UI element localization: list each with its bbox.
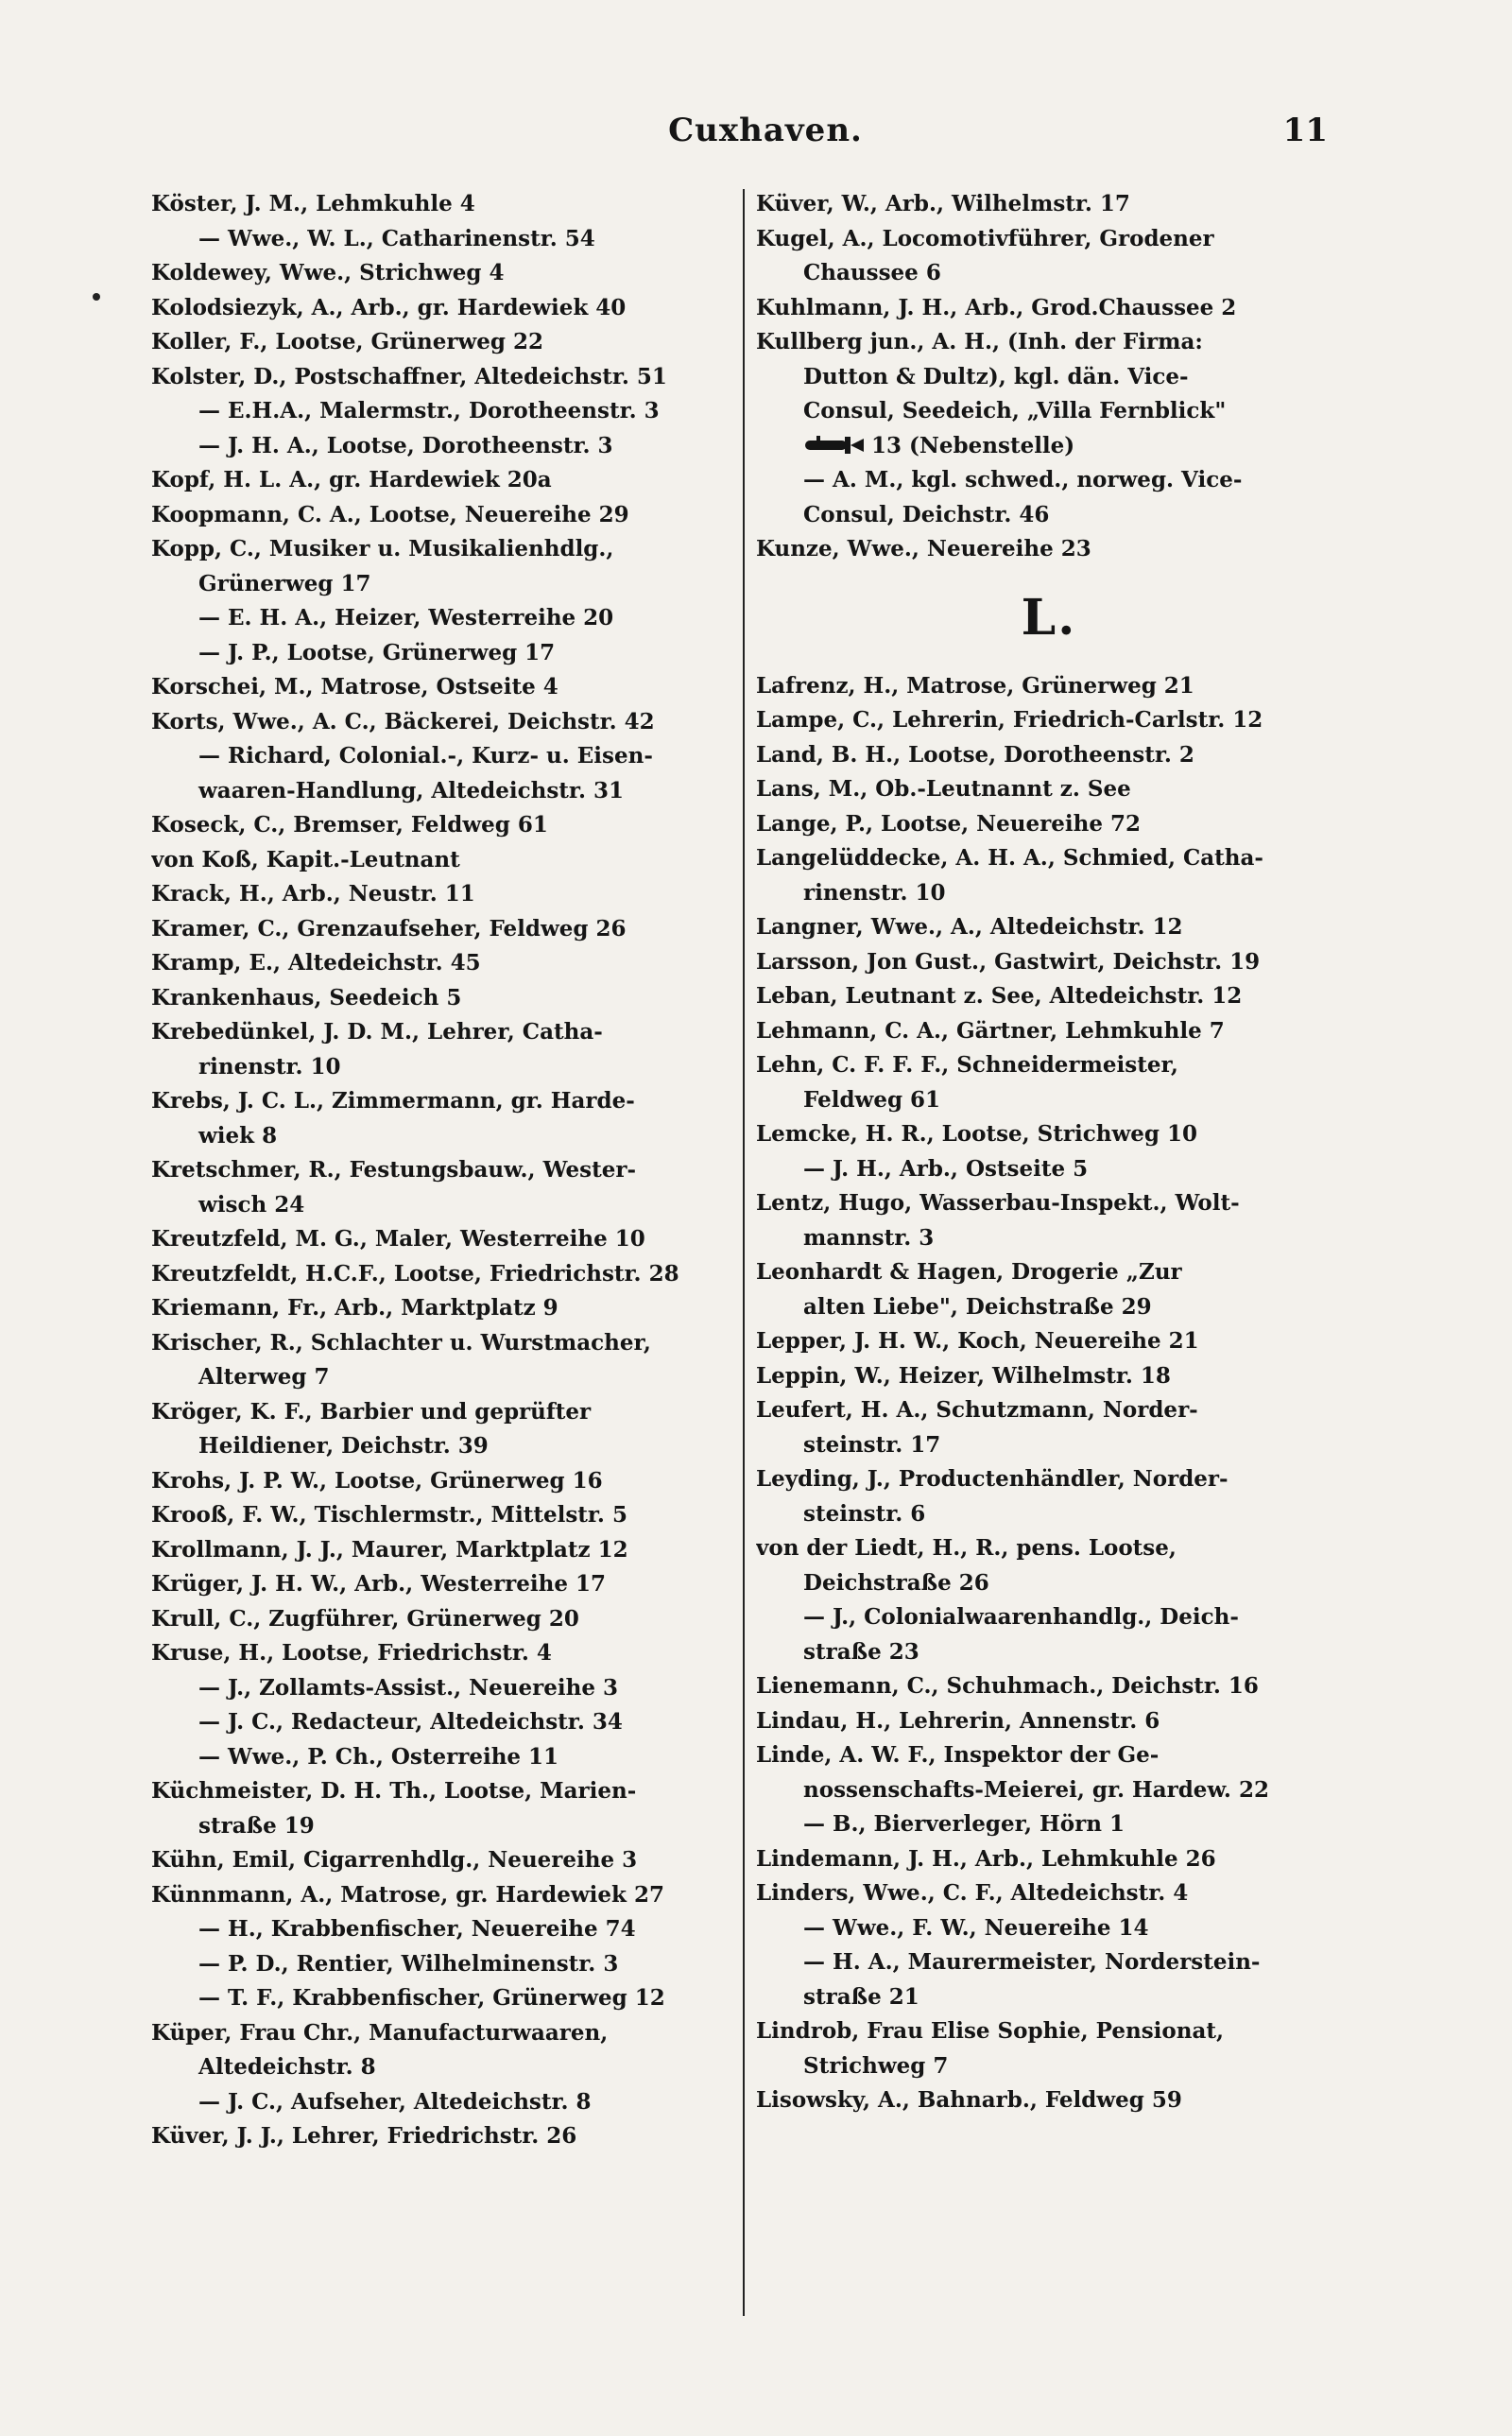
directory-entry: Korts, Wwe., A. C., Bäckerei, Deichstr. 42 (151, 708, 655, 734)
directory-entry: waaren-Handlung, Altedeichstr. 31 (198, 777, 624, 803)
directory-entry: Kruse, H., Lootse, Friedrichstr. 4 (151, 1640, 552, 1666)
directory-entry: Kunze, Wwe., Neuereihe 23 (756, 536, 1091, 561)
directory-entry: Grünerweg 17 (198, 570, 371, 596)
directory-entry: Consul, Deichstr. 46 (803, 501, 1050, 527)
directory-entry: Langelüddecke, A. H. A., Schmied, Catha- (756, 845, 1263, 871)
directory-entry: Koller, F., Lootse, Grünerweg 22 (151, 329, 543, 354)
directory-entry: Kolodsiezyk, A., Arb., gr. Hardewiek 40 (151, 294, 627, 320)
directory-entry: Lepper, J. H. W., Koch, Neuereihe 21 (756, 1328, 1199, 1354)
directory-entry: Künnmann, A., Matrose, gr. Hardewiek 27 (151, 1881, 664, 1908)
section-heading: L. (1021, 588, 1077, 647)
directory-entry: straße 19 (198, 1812, 315, 1839)
directory-entry: Krull, C., Zugführer, Grünerweg 20 (151, 1605, 579, 1632)
directory-entry: Krischer, R., Schlachter u. Wurstmacher, (151, 1329, 651, 1356)
directory-entry: Land, B. H., Lootse, Dorotheenstr. 2 (756, 741, 1194, 768)
directory-entry: steinstr. 17 (803, 1431, 941, 1458)
directory-entry: Krebs, J. C. L., Zimmermann, gr. Harde- (151, 1088, 635, 1114)
directory-entry: Koseck, C., Bremser, Feldweg 61 (151, 812, 548, 838)
directory-entry: — E. H. A., Heizer, Westerreihe 20 (198, 605, 614, 631)
directory-entry: — J. P., Lootse, Grünerweg 17 (198, 639, 556, 665)
directory-entry: Krüger, J. H. W., Arb., Westerreihe 17 (151, 1571, 606, 1597)
directory-entry: Krebedünkel, J. D. M., Lehrer, Catha- (151, 1019, 603, 1045)
directory-entry: Consul, Seedeich, „Villa Fernblick" (803, 398, 1227, 423)
directory-entry: — Wwe., P. Ch., Osterreihe 11 (198, 1743, 559, 1770)
directory-entry: Korschei, M., Matrose, Ostseite 4 (151, 674, 558, 700)
directory-entry: mannstr. 3 (803, 1224, 935, 1251)
directory-entry: Lampe, C., Lehrerin, Friedrich-Carlstr. 12 (756, 707, 1263, 733)
directory-entry: Lange, P., Lootse, Neuereihe 72 (756, 810, 1141, 837)
directory-entry: Larsson, Jon Gust., Gastwirt, Deichstr. 19 (756, 948, 1261, 975)
directory-entry (756, 429, 1342, 464)
directory-entry: — H. A., Maurermeister, Norderstein- (803, 1949, 1261, 1975)
directory-entry: Küver, W., Arb., Wilhelmstr. 17 (756, 191, 1130, 216)
directory-entry: steinstr. 6 (803, 1500, 926, 1527)
directory-entry: Altedeichstr. 8 (198, 2054, 376, 2080)
directory-entry: Lentz, Hugo, Wasserbau-Inspekt., Wolt- (756, 1190, 1240, 1216)
directory-entry: Kreutzfeldt, H.C.F., Lootse, Friedrichstr. 28 (151, 1260, 679, 1287)
phone-number: 13 (Nebenstelle) (871, 432, 1075, 458)
directory-entry: Lehmann, C. A., Gärtner, Lehmkuhle 7 (756, 1017, 1225, 1044)
directory-entry: Kolster, D., Postschaffner, Altedeichstr. 51 (151, 363, 667, 389)
directory-entry: Linde, A. W. F., Inspektor der Ge- (756, 1742, 1160, 1768)
directory-entry: Lemcke, H. R., Lootse, Strichweg 10 (756, 1121, 1198, 1147)
directory-entry: Krankenhaus, Seedeich 5 (151, 984, 462, 1011)
directory-entry: Linders, Wwe., C. F., Altedeichstr. 4 (756, 1880, 1189, 1906)
directory-entry: rinenstr. 10 (803, 879, 946, 906)
directory-entry: Heildiener, Deichstr. 39 (198, 1433, 489, 1459)
directory-entry: Feldweg 61 (803, 1086, 941, 1113)
directory-entry: Küper, Frau Chr., Manufacturwaaren, (151, 2019, 609, 2046)
directory-entry: Strichweg 7 (803, 2052, 949, 2079)
directory-entry: Lehn, C. F. F. F., Schneidermeister, (756, 1052, 1178, 1078)
page-number: 11 (1282, 112, 1328, 149)
directory-entry: Küchmeister, D. H. Th., Lootse, Marien- (151, 1778, 637, 1804)
directory-entry: — J., Colonialwaarenhandlg., Deich- (803, 1604, 1239, 1630)
directory-entry: Langner, Wwe., A., Altedeichstr. 12 (756, 914, 1183, 940)
directory-entry: Koldewey, Wwe., Strichweg 4 (151, 260, 505, 285)
directory-entry: Kopf, H. L. A., gr. Hardewiek 20a (151, 467, 552, 492)
page-title: Cuxhaven. (668, 112, 863, 149)
directory-entry: Lienemann, C., Schuhmach., Deichstr. 16 (756, 1673, 1259, 1699)
directory-entry: Kuhlmann, J. H., Arb., Grod.Chaussee 2 (756, 294, 1237, 320)
directory-entry: Koopmann, C. A., Lootse, Neuereihe 29 (151, 501, 629, 527)
directory-entry: Lisowsky, A., Bahnarb., Feldweg 59 (756, 2087, 1182, 2113)
directory-entry: Lafrenz, H., Matrose, Grünerweg 21 (756, 672, 1194, 699)
directory-entry: — B., Bierverleger, Hörn 1 (803, 1811, 1125, 1837)
directory-entry: — J. C., Redacteur, Altedeichstr. 34 (198, 1709, 623, 1735)
directory-entry: Köster, J. M., Lehmkuhle 4 (151, 191, 475, 216)
directory-entry: straße 21 (803, 1983, 919, 2010)
directory-entry: — J. H. A., Lootse, Dorotheenstr. 3 (198, 432, 613, 458)
directory-entry: Leppin, W., Heizer, Wilhelmstr. 18 (756, 1362, 1171, 1389)
directory-entry: Krooß, F. W., Tischlermstr., Mittelstr. 5 (151, 1502, 627, 1528)
directory-entry: Lindemann, J. H., Arb., Lehmkuhle 26 (756, 1845, 1216, 1872)
directory-entry: Kugel, A., Locomotivführer, Grodener (756, 225, 1214, 251)
directory-entry: — E.H.A., Malermstr., Dorotheenstr. 3 (198, 398, 660, 423)
directory-entry: Deichstraße 26 (803, 1569, 989, 1596)
directory-entry: Lans, M., Ob.-Leutnannt z. See (756, 776, 1131, 802)
directory-entry: wisch 24 (198, 1191, 305, 1218)
directory-entry: rinenstr. 10 (198, 1053, 341, 1080)
directory-entry: Kramer, C., Grenzaufseher, Feldweg 26 (151, 915, 627, 942)
directory-entry: — P. D., Rentier, Wilhelminenstr. 3 (198, 1950, 619, 1977)
directory-entry: — J. C., Aufseher, Altedeichstr. 8 (198, 2088, 592, 2115)
directory-entry: Krohs, J. P. W., Lootse, Grünerweg 16 (151, 1467, 603, 1494)
directory-entry: Kullberg jun., A. H., (Inh. der Firma: (756, 329, 1203, 354)
directory-entry: — J. H., Arb., Ostseite 5 (803, 1155, 1089, 1182)
directory-entry: nossenschafts-Meierei, gr. Hardew. 22 (803, 1776, 1269, 1803)
directory-entry: Alterweg 7 (198, 1364, 330, 1390)
directory-entry: wiek 8 (198, 1122, 278, 1149)
right-column (756, 187, 1342, 2118)
directory-entry: von Koß, Kapit.-Leutnant (151, 846, 460, 872)
column-divider (743, 189, 745, 2316)
directory-entry: Kretschmer, R., Festungsbauw., Wester- (151, 1157, 637, 1183)
directory-entry: — J., Zollamts-Assist., Neuereihe 3 (198, 1674, 619, 1701)
directory-entry: straße 23 (803, 1638, 919, 1665)
margin-mark (93, 293, 100, 301)
left-column (151, 187, 730, 2154)
directory-entry: von der Liedt, H., R., pens. Lootse, (756, 1535, 1177, 1561)
directory-entry: — Wwe., F. W., Neuereihe 14 (803, 1914, 1149, 1941)
directory-entry: — Wwe., W. L., Catharinenstr. 54 (198, 225, 595, 251)
directory-entry: Küver, J. J., Lehrer, Friedrichstr. 26 (151, 2123, 577, 2149)
directory-entry: — A. M., kgl. schwed., norweg. Vice- (803, 467, 1243, 492)
directory-entry: Kreutzfeld, M. G., Maler, Westerreihe 10 (151, 1226, 645, 1252)
directory-entry: Leufert, H. A., Schutzmann, Norder- (756, 1397, 1198, 1423)
directory-entry: Leban, Leutnant z. See, Altedeichstr. 12 (756, 983, 1243, 1009)
telephone-icon (803, 434, 866, 457)
directory-entry: Lindrob, Frau Elise Sophie, Pensionat, (756, 2018, 1224, 2044)
directory-entry: Dutton & Dultz), kgl. dän. Vice- (803, 363, 1189, 389)
directory-entry: Kriemann, Fr., Arb., Marktplatz 9 (151, 1295, 558, 1321)
directory-entry: Lindau, H., Lehrerin, Annenstr. 6 (756, 1707, 1160, 1734)
directory-entry: Kopp, C., Musiker u. Musikalienhdlg., (151, 536, 614, 561)
directory-entry: alten Liebe", Deichstraße 29 (803, 1293, 1152, 1320)
directory-entry: Leyding, J., Productenhändler, Norder- (756, 1466, 1228, 1492)
directory-entry: — T. F., Krabbenfischer, Grünerweg 12 (198, 1985, 665, 2011)
directory-entry: — Richard, Colonial.-, Kurz- u. Eisen- (198, 743, 653, 769)
directory-entry: Kröger, K. F., Barbier und geprüfter (151, 1398, 592, 1425)
directory-entry: Leonhardt & Hagen, Drogerie „Zur (756, 1259, 1182, 1285)
directory-entry: Krack, H., Arb., Neustr. 11 (151, 881, 475, 907)
directory-entry: Kühn, Emil, Cigarrenhdlg., Neuereihe 3 (151, 1847, 638, 1873)
directory-entry: Chaussee 6 (803, 260, 941, 285)
directory-entry: Kramp, E., Altedeichstr. 45 (151, 950, 481, 976)
directory-entry: Krollmann, J. J., Maurer, Marktplatz 12 (151, 1536, 628, 1563)
directory-entry: — H., Krabbenfischer, Neuereihe 74 (198, 1916, 636, 1942)
